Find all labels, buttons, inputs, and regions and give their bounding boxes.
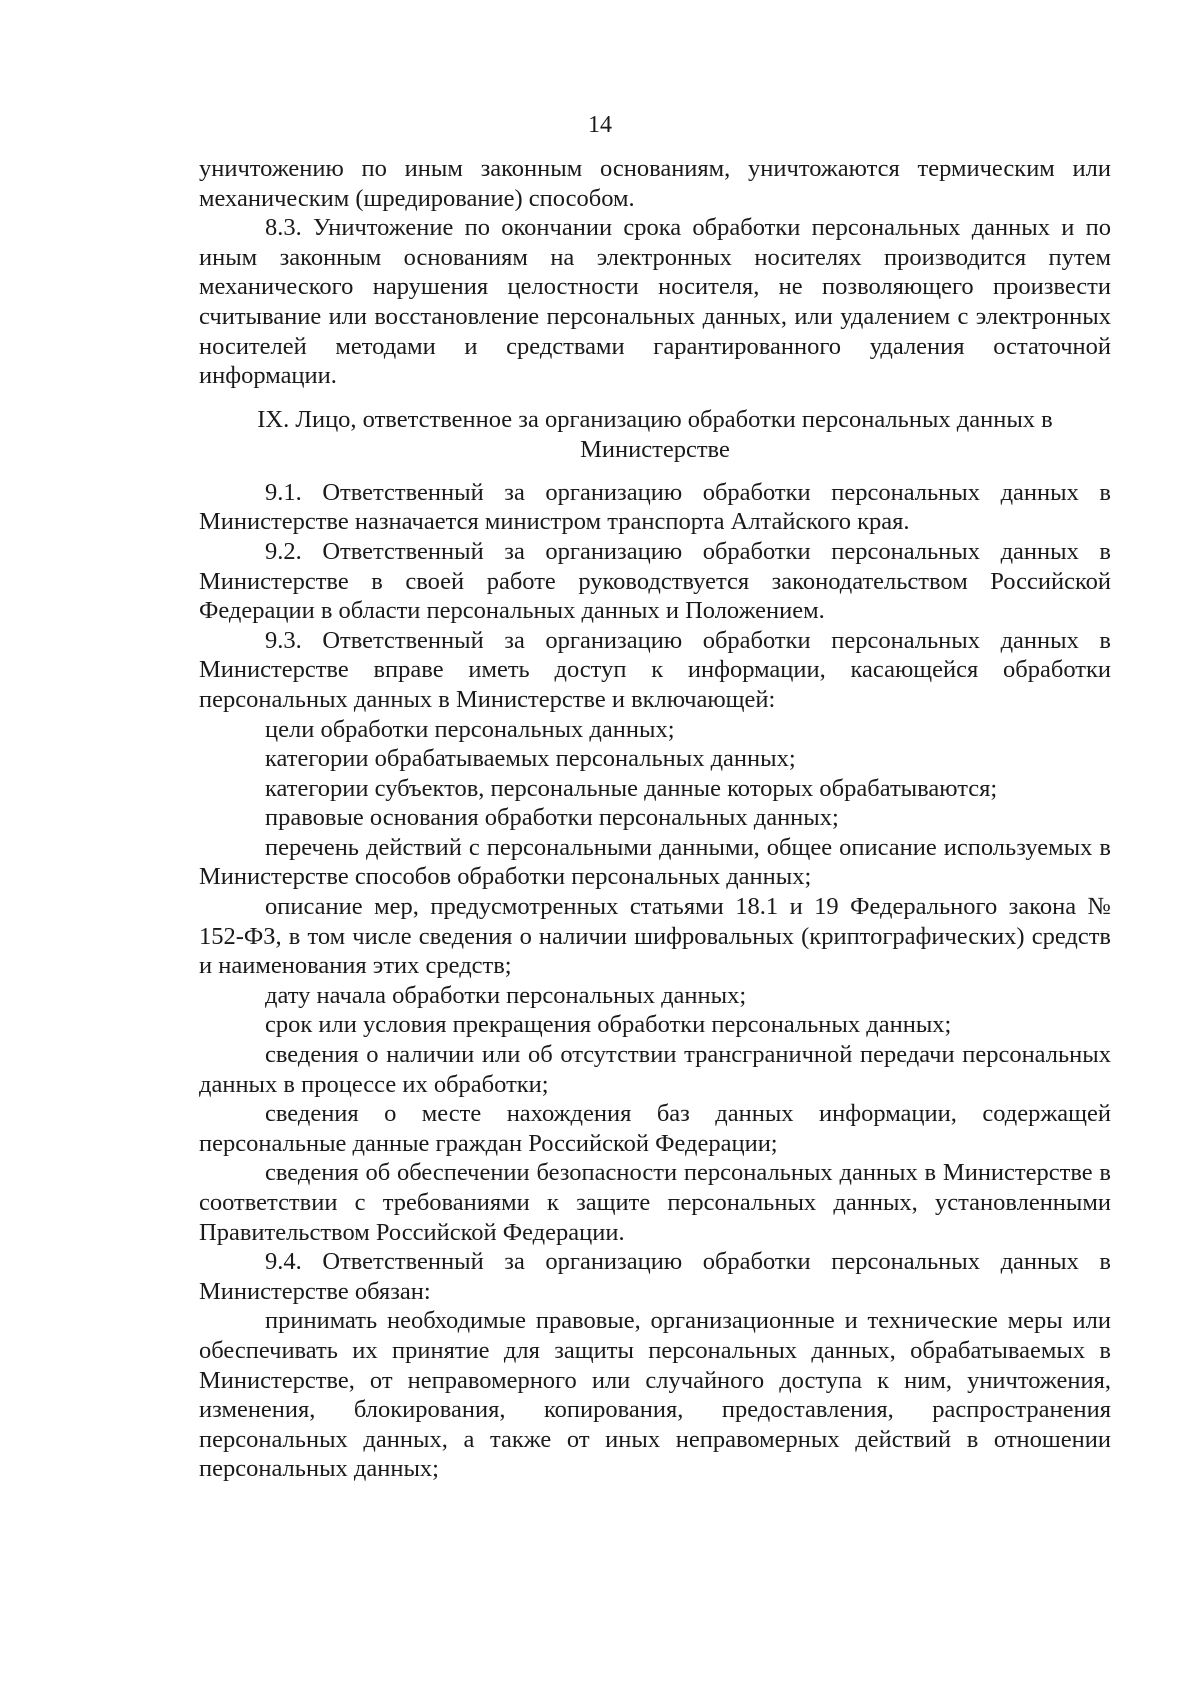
section-heading: IX. Лицо, ответственное за организацию обработки персональных данных в Министерстве [257, 405, 1053, 463]
list-item: категории обрабатываемых персональных данных; [265, 745, 796, 773]
list-item: цели обработки персональных данных; [265, 715, 675, 743]
paragraph-9-4: 9.4. Ответственный за организацию обработки персональных данных в Министерстве обязан: [199, 1248, 1111, 1305]
list-item: правовые основания обработки персональных данных; [265, 804, 839, 832]
page-number: 14 [588, 112, 612, 138]
list-item: описание мер, предусмотренных статьями 18.1 и 19 Федерального закона № 152-ФЗ, в том числе сведения о наличии шифровальных (криптографических) средств и наименования этих средств; [199, 893, 1111, 980]
list-item: сведения о месте нахождения баз данных информации, содержащей персональные данные граждан Российской Федерации; [199, 1100, 1111, 1157]
list-item: перечень действий с персональными данными, общее описание используемых в Министерстве способов обработки персональных данных; [199, 833, 1111, 891]
paragraph-9-2: 9.2. Ответственный за организацию обработки персональных данных в Министерстве в своей работе руководствуется законодательством Российской Федерации в области персональных данных и Положением. [199, 537, 1111, 625]
document-body [199, 154, 1111, 1484]
paragraph-continuation: уничтожению по иным законным основаниям, уничтожаются термическим или механическим (шредирование) способом. [199, 155, 1111, 212]
list-item: срок или условия прекращения обработки персональных данных; [265, 1011, 952, 1039]
list-item: категории субъектов, персональные данные которых обрабатываются; [265, 774, 998, 802]
list-item: дату начала обработки персональных данных; [265, 981, 747, 1009]
paragraph-9-3: 9.3. Ответственный за организацию обработки персональных данных в Министерстве вправе иметь доступ к информации, касающейся обработки персональных данных в Министерстве и включающей: [199, 626, 1111, 713]
paragraph-9-1: 9.1. Ответственный за организацию обработки персональных данных в Министерстве назначается министром транспорта Алтайского края. [199, 478, 1111, 536]
list-item: сведения о наличии или об отсутствии трансграничной передачи персональных данных в процессе их обработки; [199, 1041, 1111, 1098]
list-item: принимать необходимые правовые, организационные и технические меры или обеспечивать их принятие для защиты персональных данных, обрабатываемых в Министерстве, от неправомерного или случайного доступа к ним, уничтожения, изменения, блокирования, копирования, предоставления, распространения персональных данных, а также от иных неправомерных действий в отношении персональных данных; [199, 1307, 1111, 1483]
list-item: сведения об обеспечении безопасности персональных данных в Министерстве в соответствии с требованиями к защите персональных данных, установленными Правительством Российской Федерации. [199, 1159, 1111, 1246]
paragraph-8-3: 8.3. Уничтожение по окончании срока обработки персональных данных и по иным законным основаниям на электронных носителях производится путем механического нарушения целостности носителя, не позволяющего произвести считывание или восстановление персональных данных, или удалением с электронных носителей методами и средствами гарантированного удаления остаточной информации. [199, 214, 1111, 390]
